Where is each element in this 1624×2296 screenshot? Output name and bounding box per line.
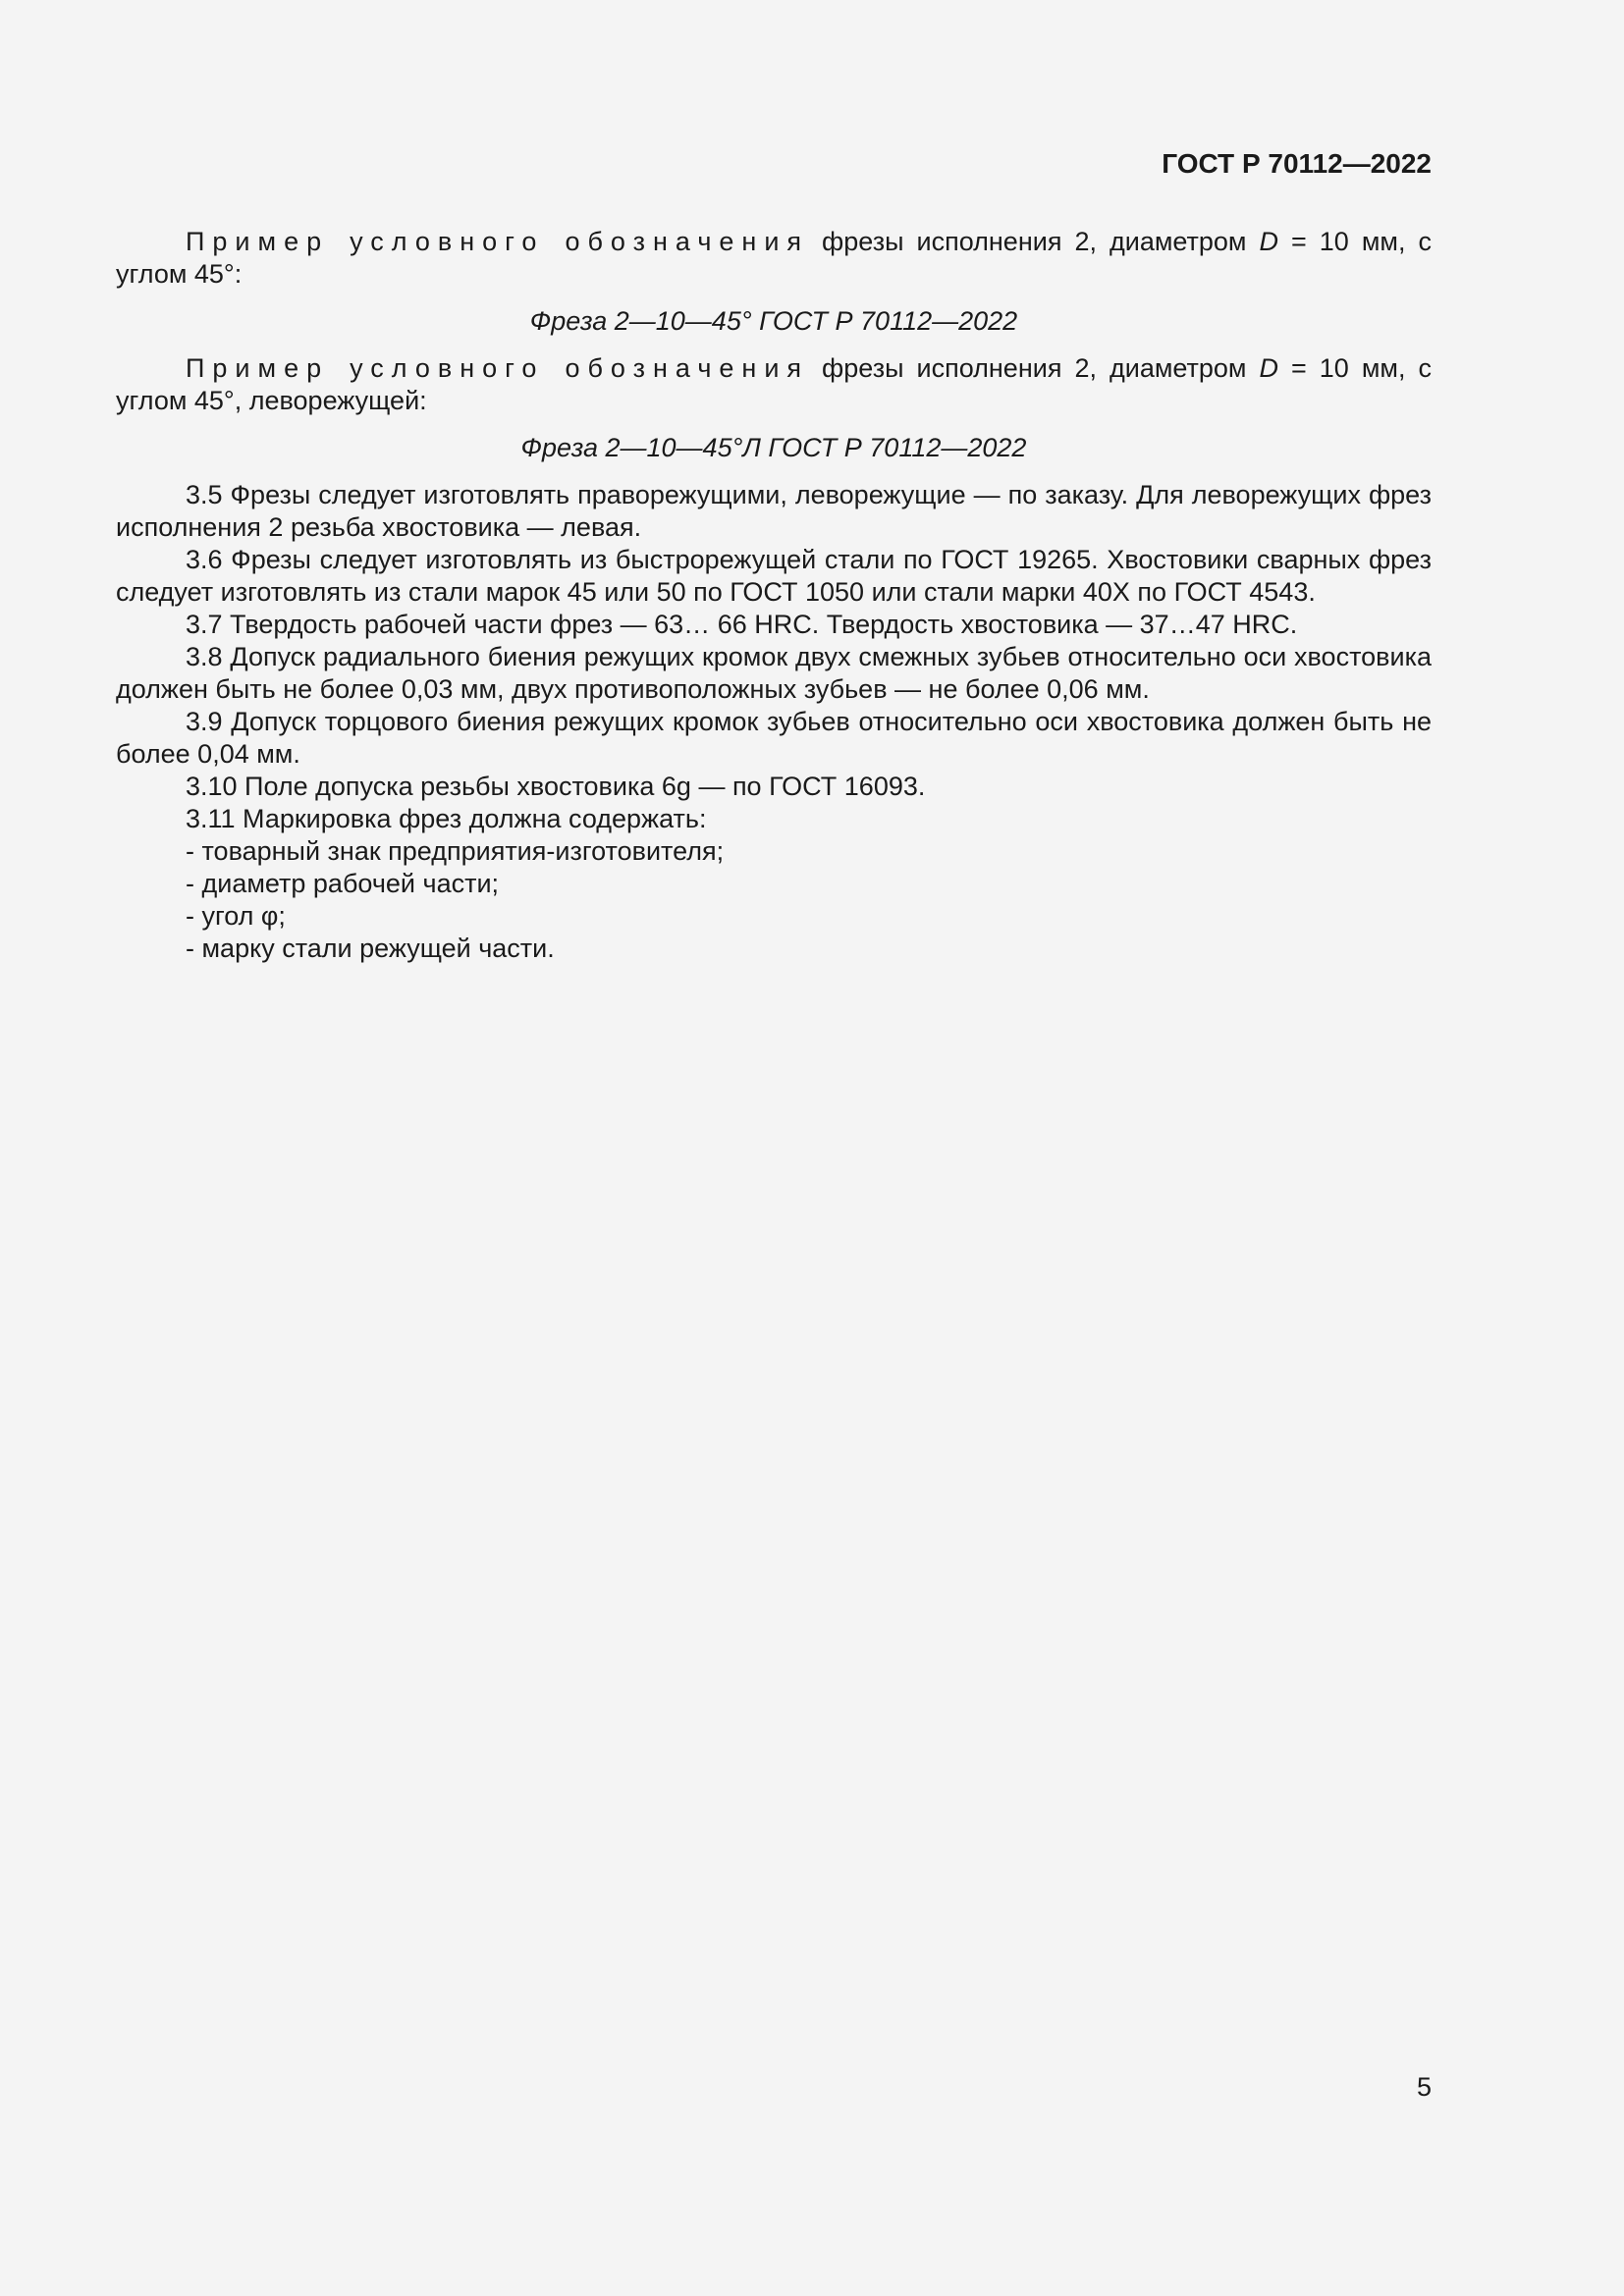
clause-3-8: 3.8 Допуск радиального биения режущих кромок двух смежных зубьев относительно оси хвостовика должен быть не более 0,03 мм, двух противоположных зубьев — не более 0,06 мм. (116, 642, 1432, 704)
example-text: фрезы исполнения 2, диаметром (809, 353, 1260, 383)
example-label: Пример условного обозначения (186, 227, 810, 256)
clause-3-10: 3.10 Поле допуска резьбы хвостовика 6g — по ГОСТ 16093. (186, 772, 926, 801)
document-header: ГОСТ Р 70112—2022 (1162, 148, 1432, 179)
marking-list-item: - угол φ; (186, 901, 286, 931)
clause-3-7: 3.7 Твердость рабочей части фрез — 63… 66 HRC. Твердость хвостовика — 37…47 HRC. (186, 610, 1298, 639)
document-body (116, 226, 1432, 965)
example-2-designation: Фреза 2—10—45°Л ГОСТ Р 70112—2022 (520, 433, 1027, 462)
page-number: 5 (1416, 2072, 1432, 2102)
marking-list-item: - марку стали режущей части. (186, 934, 555, 963)
clause-3-9: 3.9 Допуск торцового биения режущих кромок зубьев относительно оси хвостовика должен быть не более 0,04 мм. (116, 707, 1432, 769)
marking-list-item: - товарный знак предприятия-изготовителя; (186, 836, 725, 866)
variable-d: D (1259, 353, 1278, 383)
marking-list-item: - диаметр рабочей части; (186, 869, 500, 898)
example-2-paragraph (116, 352, 1432, 417)
example-label: Пример условного обозначения (186, 353, 810, 383)
clause-3-6: 3.6 Фрезы следует изготовлять из быстрорежущей стали по ГОСТ 19265. Хвостовики сварных фрез следует изготовлять из стали марок 45 или 50 по ГОСТ 1050 или стали марки 40Х по ГОСТ 4543. (116, 545, 1432, 607)
example-text: фрезы исполнения 2, диаметром (809, 227, 1260, 256)
clause-3-11: 3.11 Маркировка фрез должна содержать: (186, 804, 707, 833)
variable-d: D (1259, 227, 1278, 256)
example-1-designation: Фреза 2—10—45° ГОСТ Р 70112—2022 (529, 306, 1018, 336)
clause-3-5: 3.5 Фрезы следует изготовлять праворежущими, леворежущие — по заказу. Для леворежущих фрез исполнения 2 резьба хвостовика — левая. (116, 480, 1432, 542)
example-text: = 10 мм, с углом 45°, леворежущей: (116, 353, 1432, 415)
example-text: = 10 мм, с углом 45°: (116, 227, 1432, 289)
example-1-paragraph (116, 226, 1432, 291)
